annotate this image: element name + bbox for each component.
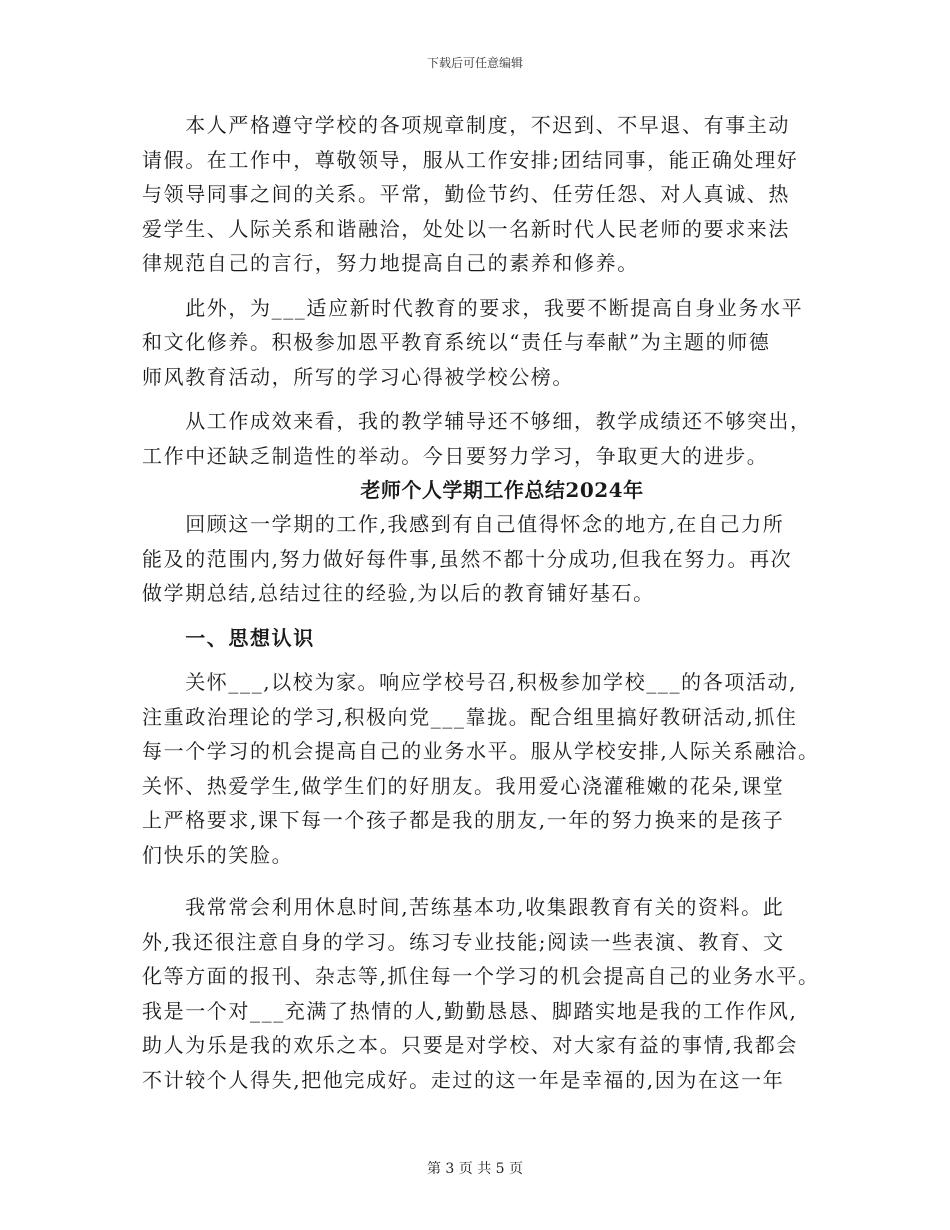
section-title: 老师个人学期工作总结2024年	[360, 478, 644, 502]
paragraph-discipline	[142, 108, 822, 281]
text-line: 请假。在工作中，尊敬领导，服从工作安排;团结同事，能正确处理好	[142, 147, 799, 172]
text-line: 关怀、热爱学生,做学生们的好朋友。我用爱心浇灌稚嫩的花朵,课堂	[142, 773, 785, 798]
text-line: 注重政治理论的学习,积极向党___靠拢。配合组里搞好教研活动,抓住	[142, 704, 798, 729]
text-line: 律规范自己的言行，努力地提高自己的素养和修养。	[142, 251, 639, 275]
text-line: 师风教育活动，所写的学习心得被学校公榜。	[142, 364, 574, 389]
paragraph-practice	[142, 890, 822, 1097]
text-line: 我是一个对___充满了热情的人,勤勤恳恳、脚踏实地是我的工作作风,	[142, 998, 798, 1023]
text-line: 回顾这一学期的工作,我感到有自己值得怀念的地方,在自己力所	[142, 512, 785, 536]
page-footer: 第 3 页 共 5 页	[426, 1161, 524, 1177]
text-line: 不计较个人得失,把他完成好。走过的这一年是幸福的,因为在这一年	[142, 1067, 785, 1092]
paragraph-results	[142, 404, 822, 473]
text-line: 外,我还很注意自身的学习。练习专业技能;阅读一些表演、教育、文	[142, 929, 785, 954]
text-line: 助人为乐是我的欢乐之本。只要是对学校、对大家有益的事情,我都会	[142, 1033, 798, 1057]
text-line: 我常常会利用休息时间,苦练基本功,收集跟教育有关的资料。此	[142, 895, 785, 919]
paragraph-study	[142, 291, 822, 395]
text-line: 化等方面的报刊、杂志等,抓住每一个学习的机会提高自己的业务水平。	[142, 964, 820, 988]
text-line: 一、思想认识	[142, 625, 315, 650]
text-line: 每一个学习的机会提高自己的业务水平。服从学校安排,人际关系融洽。	[142, 739, 820, 763]
paragraph-review	[142, 507, 822, 611]
text-line: 此外，为___适应新时代教育的要求，我要不断提高自身业务水平	[142, 295, 804, 320]
text-line: 们快乐的笑脸。	[142, 842, 294, 867]
text-line: 关怀___,以校为家。响应学校号召,积极参加学校___的各项活动,	[142, 670, 798, 694]
document-body	[142, 108, 822, 1097]
text-line: 和文化修养。积极参加恩平教育系统以“责任与奉献”为主题的师德	[142, 330, 771, 354]
paragraph-thought	[142, 665, 822, 872]
text-line: 爱学生、人际关系和谐融洽，处处以一名新时代人民老师的要求来法	[142, 216, 790, 241]
text-line: 工作中还缺乏制造性的举动。今日要努力学习，争取更大的进步。	[142, 443, 769, 468]
text-line: 本人严格遵守学校的各项规章制度，不迟到、不早退、有事主动	[142, 113, 790, 137]
text-line: 能及的范围内,努力做好每件事,虽然不都十分成功,但我在努力。再次	[142, 546, 793, 571]
heading-thought	[142, 621, 822, 656]
text-line: 做学期总结,总结过往的经验,为以后的教育铺好基石。	[142, 581, 655, 605]
text-line: 从工作成效来看，我的教学辅导还不够细，教学成绩还不够突出，	[142, 409, 812, 433]
page-header: 下载后可任意编辑	[426, 56, 523, 70]
text-line: 与领导同事之间的关系。平常，勤俭节约、任劳任怨、对人真诚、热	[142, 182, 790, 206]
text-line: 上严格要求,课下每一个孩子都是我的朋友,一年的努力换来的是孩子	[142, 808, 785, 832]
